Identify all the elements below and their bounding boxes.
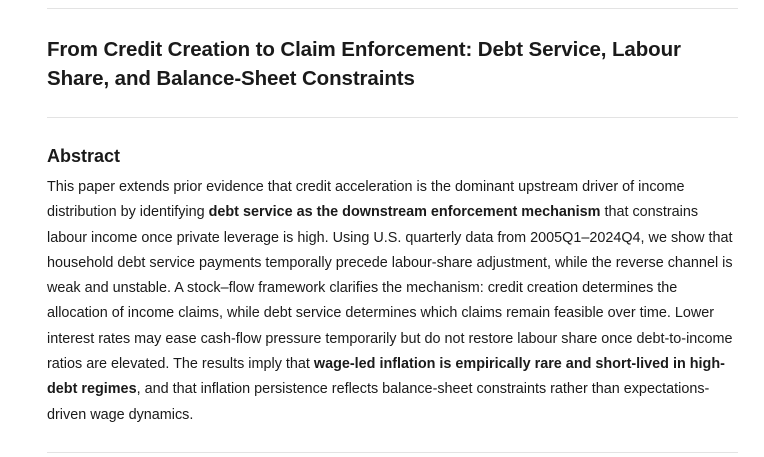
paper-title: From Credit Creation to Claim Enforcement: Debt Service, Labour Share, and Balance-Sheet Constraints [47, 38, 681, 90]
abstract-text-segment: , and that inflation persistence reflects balance-sheet constraints rather than expectations-driven wage dynamics. [47, 381, 710, 423]
abstract-text-segment: that constrains labour income once private leverage is high. Using U.S. quarterly data from 2005Q1–2024Q4, we show that household debt service payments temporally precede labour-share adjustment, while the reverse channel is weak and unstable. A stock–flow framework clarifies the mechanism: credit creation determines the allocation of income claims, while debt service determines which claims remain feasible over time. Lower interest rates may ease cash-flow pressure temporarily but do not restore labour share once debt-to-income ratios are elevated. The results imply that [47, 204, 733, 373]
abstract-emphasis-wage-led-inflation: wage-led inflation is empirically rare and short-lived in high-debt regimes [47, 356, 725, 398]
abstract-text-segment: This paper extends prior evidence that credit acceleration is the dominant upstream driver of income distribution by identifying [47, 179, 685, 221]
abstract-heading: Abstract [47, 146, 121, 166]
bottom-divider [47, 452, 738, 453]
abstract-emphasis-debt-service: debt service as the downstream enforcement mechanism [208, 204, 601, 221]
title-divider [47, 117, 738, 118]
top-divider [47, 8, 738, 9]
abstract-body [47, 175, 741, 428]
